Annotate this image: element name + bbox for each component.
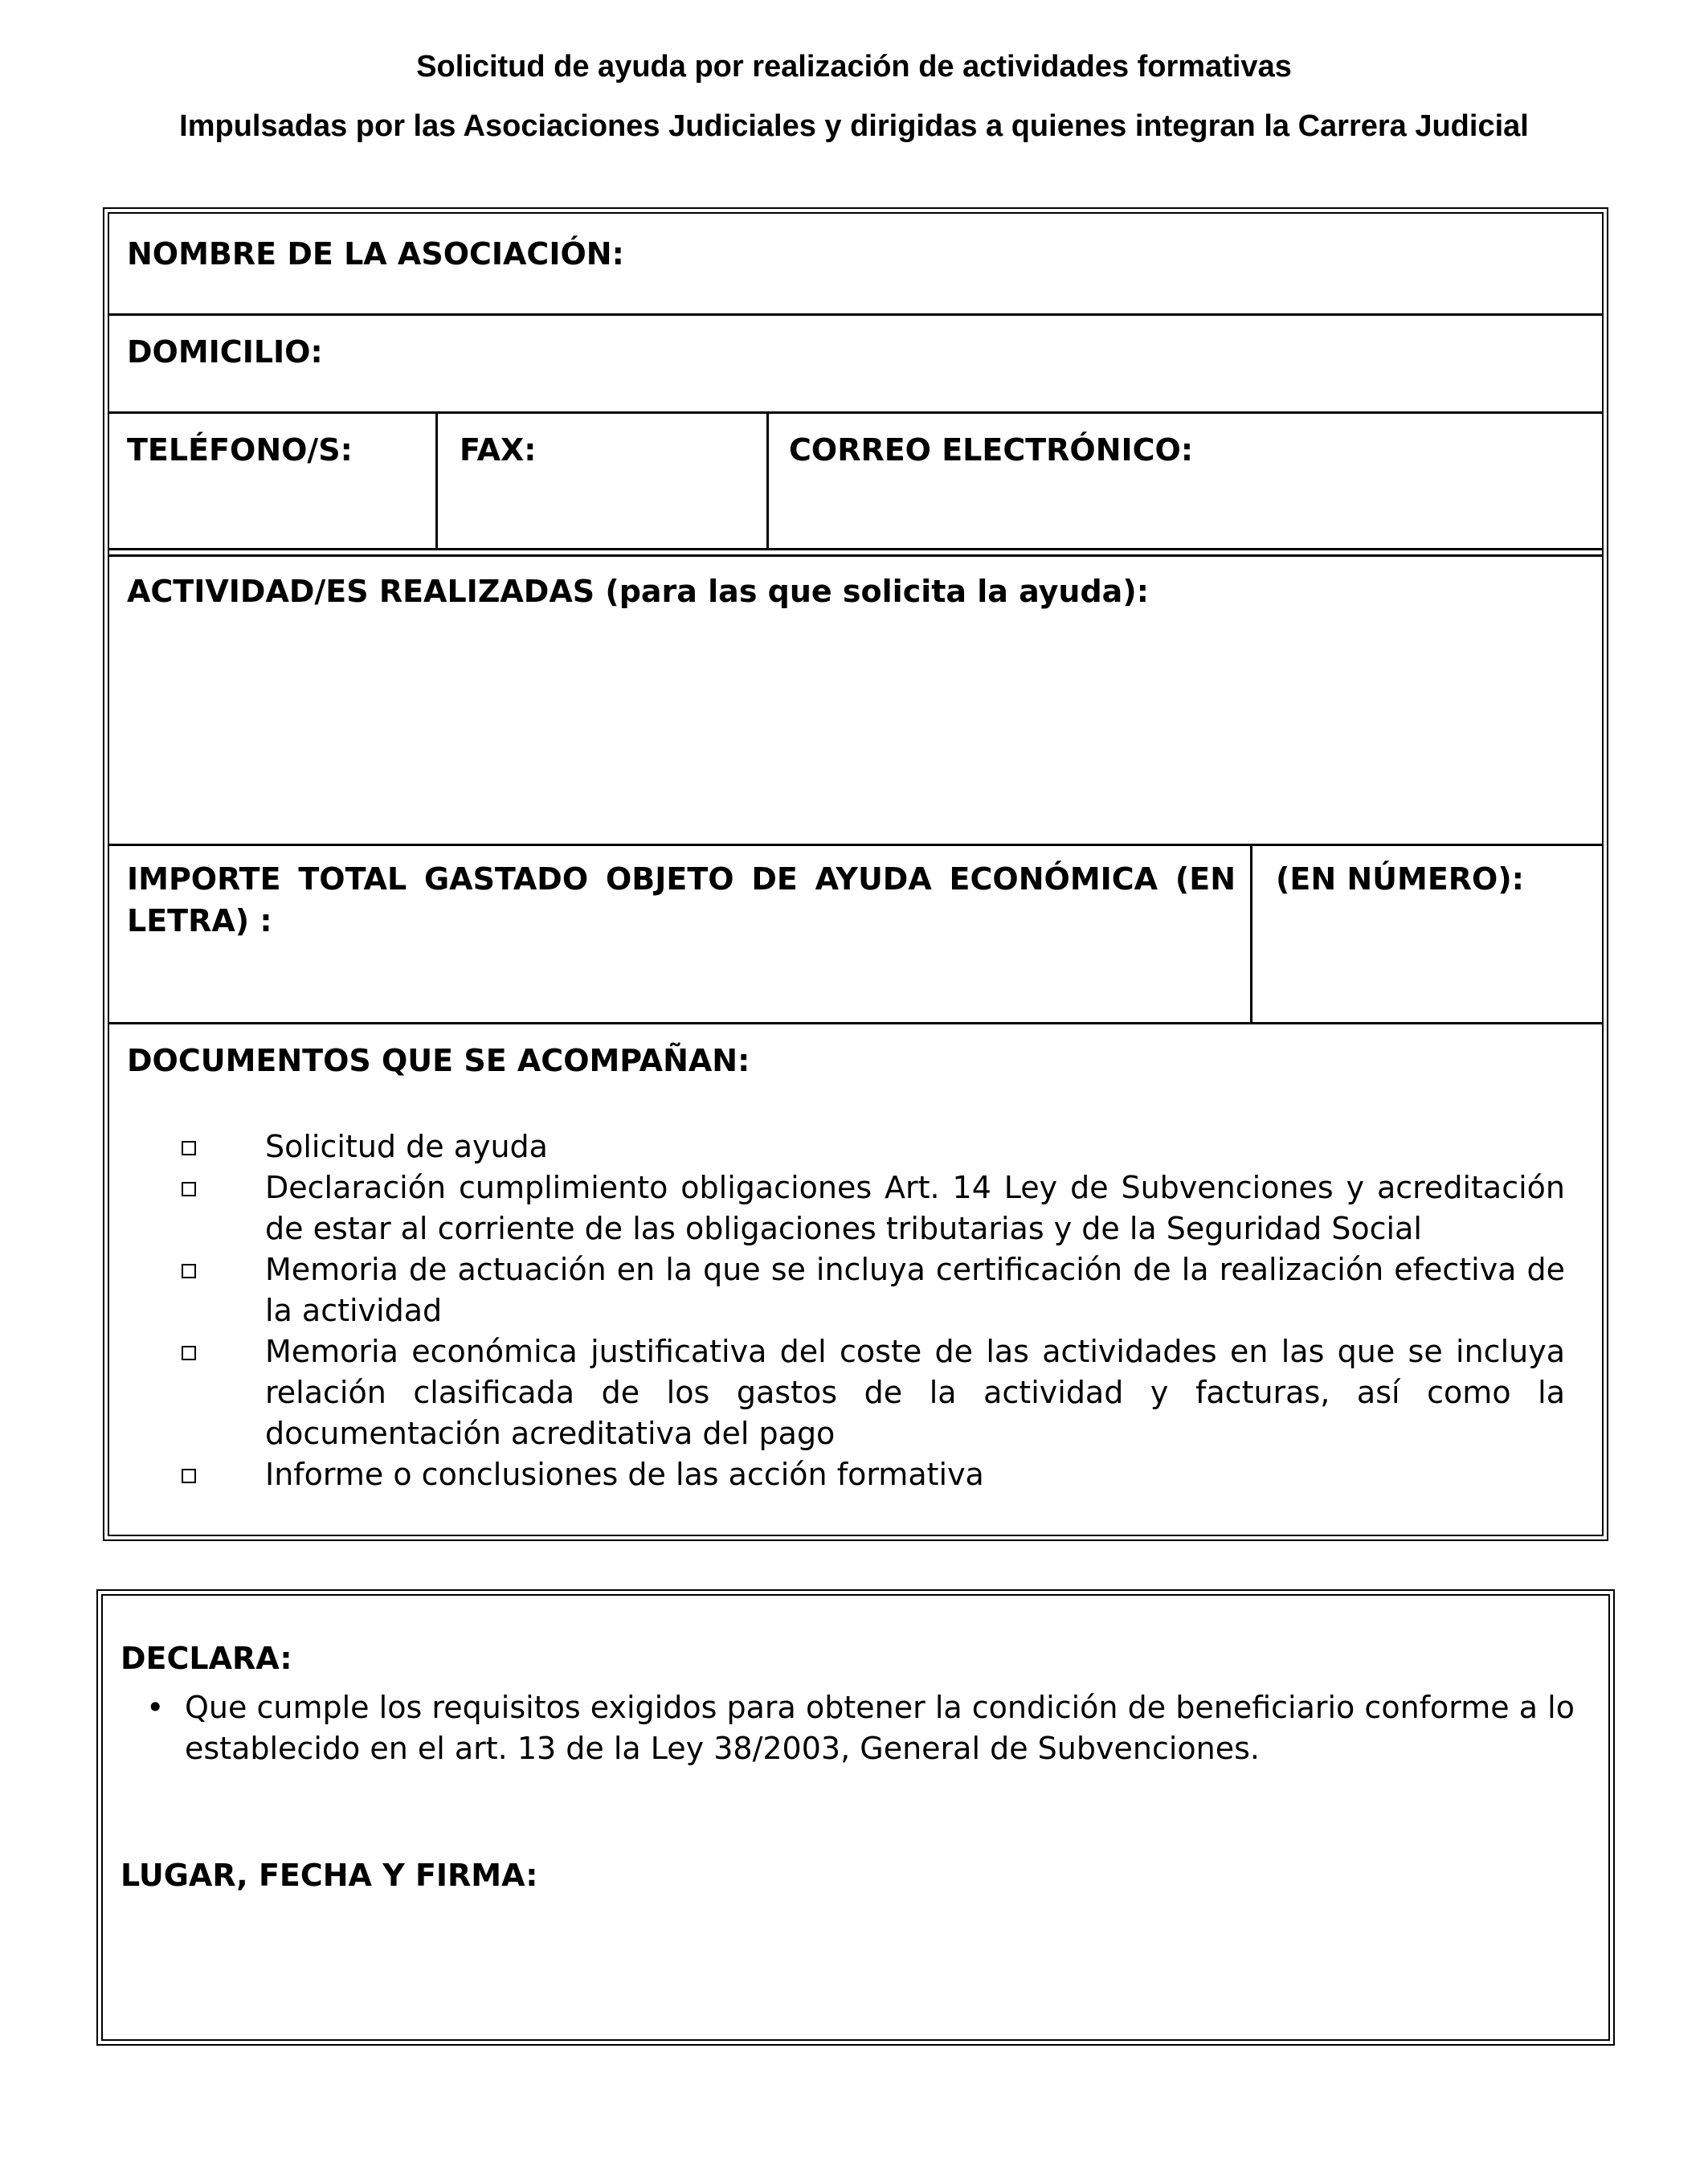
list-item: Solicitud de ayuda [182,1126,1565,1167]
page-subtitle: Impulsadas por las Asociaciones Judiciales y dirigidas a quienes integran la Carrera Judicial [179,109,1529,143]
list-item: Memoria económica justificativa del coste de las actividades en las que se incluya relación clasificada de los gastos de la actividad y facturas, así como la documentación acreditativa del pago [182,1331,1565,1454]
row-divider [109,1022,1602,1024]
col-divider [766,411,769,550]
telefono-label: TELÉFONO/S: [127,432,353,468]
list-item: Informe o conclusiones de las acción formativa [182,1454,1565,1495]
checkbox-icon[interactable] [182,1469,196,1483]
checkbox-icon[interactable] [182,1182,196,1196]
checkbox-icon[interactable] [182,1346,196,1360]
row-divider [109,313,1602,316]
firma-label: LUGAR, FECHA Y FIRMA: [121,1858,538,1893]
importe-numero-label: (EN NÚMERO): [1276,861,1524,897]
row-divider [109,844,1602,846]
declaration-inner-border [101,1594,1610,2041]
correo-label: CORREO ELECTRÓNICO: [789,432,1194,468]
checkbox-icon[interactable] [182,1264,196,1278]
documents-list [182,1126,1565,1495]
actividades-label: ACTIVIDAD/ES REALIZADAS (para las que solicita la ayuda): [127,574,1149,609]
page-title: Solicitud de ayuda por realización de actividades formativas [416,50,1292,84]
domicilio-label: DOMICILIO: [127,334,323,370]
checkbox-icon[interactable] [182,1141,196,1155]
documentos-label: DOCUMENTOS QUE SE ACOMPAÑAN: [127,1043,750,1078]
row-divider [109,548,1602,550]
list-item: Memoria de actuación en la que se incluya certificación de la realización efectiva de la actividad [182,1249,1565,1331]
declaration-box [96,1589,1615,2046]
row-divider [109,554,1602,557]
bullet-icon: • [146,1690,165,1725]
list-item: Declaración cumplimiento obligaciones Art. 14 Ley de Subvenciones y acreditación de estar al corriente de las obligaciones tributarias y de la Seguridad Social [182,1167,1565,1249]
importe-letra-label: IMPORTE TOTAL GASTADO OBJETO DE AYUDA ECONÓMICA (EN LETRA) : [127,861,1236,938]
col-divider [435,411,438,550]
row-divider [109,411,1602,414]
nombre-label: NOMBRE DE LA ASOCIACIÓN: [127,236,624,272]
col-divider [1250,844,1252,1024]
declaration-text: Que cumple los requisitos exigidos para obtener la condición de beneficiario conforme a lo establecido en el art. 13 de la Ley 38/2003, General de Subvenciones. [185,1690,1575,1766]
declara-label: DECLARA: [121,1641,292,1676]
fax-label: FAX: [460,432,537,468]
